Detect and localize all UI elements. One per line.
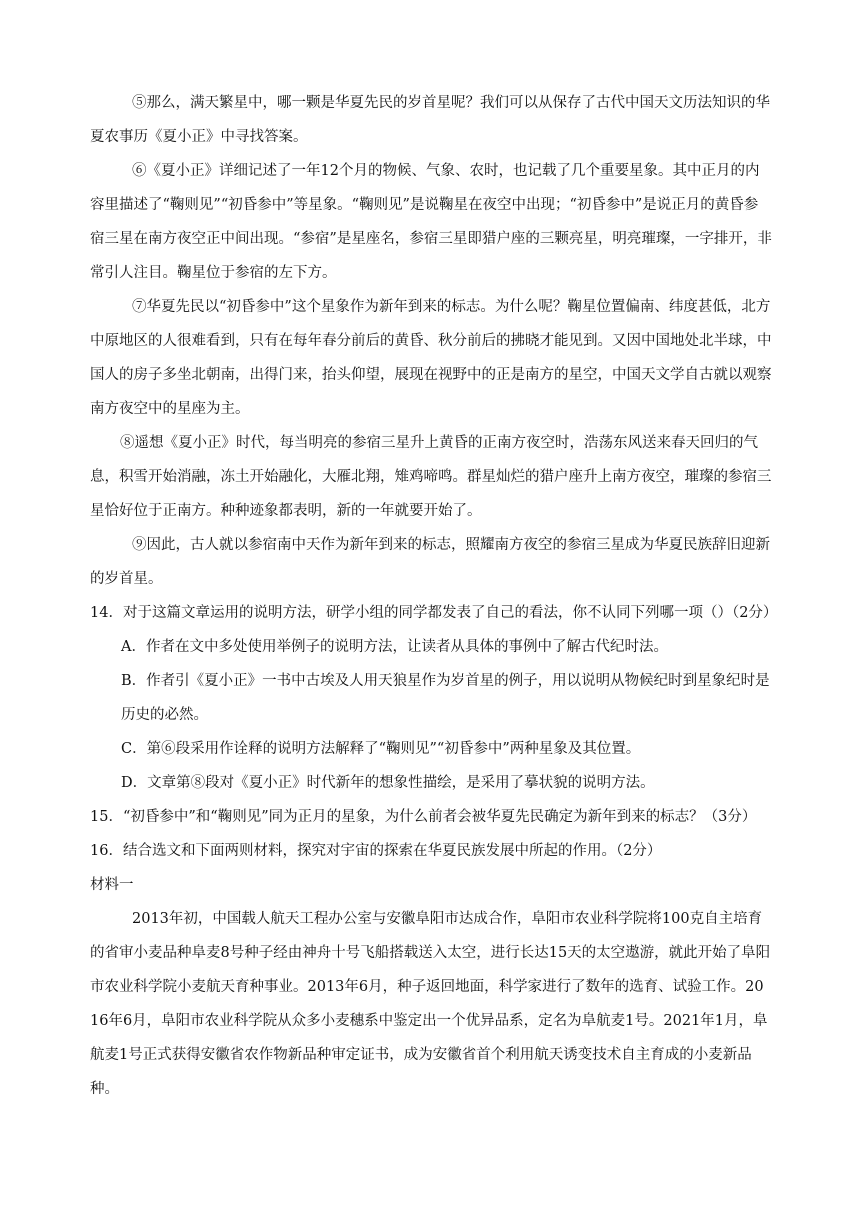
question-14-option-d: D．文章第⑧段对《夏小正》时代新年的想象性描绘，是采用了摹状貌的说明方法。 (121, 775, 655, 791)
paragraph-8: ⑧遥想《夏小正》时代，每当明亮的参宿三星升上黄昏的正南方夜空时，浩荡东风送来春天回归的气息，积雪开始消融，冻土开始融化，大雁北翔，雉鸡啼鸣。群星灿烂的猎户座升上南方夜空，璀璨的参宿三星恰好位于正南方。种种迹象都表明，新的一年就要开始了。 (90, 435, 772, 519)
paragraph-5: ⑤那么，满天繁星中，哪一颗是华夏先民的岁首星呢？我们可以从保存了古代中国天文历法知识的华夏农事历《夏小正》中寻找答案。 (90, 95, 770, 145)
paragraph-7: ⑦华夏先民以“初昏参中”这个星象作为新年到来的标志。为什么呢？鞠星位置偏南、纬度甚低，北方中原地区的人很难看到，只有在每年春分前后的黄昏、秋分前后的拂晓才能见到。又因中国地处北半球，中国人的房子多坐北朝南，出得门来，抬头仰望，展现在视野中的正是南方的星空，中国天文学自古就以观察南方夜空中的星座为主。 (90, 299, 772, 417)
material-1-title: 材料一 (90, 877, 134, 893)
question-14-option-c: C．第⑥段采用作诠释的说明方法解释了“鞠则见”“初昏参中”两种星象及其位置。 (121, 741, 641, 757)
question-14 (90, 596, 778, 800)
paragraph-6: ⑥《夏小正》详细记述了一年12个月的物候、气象、农时，也记载了几个重要星象。其中正月的内容里描述了“鞠则见”“初昏参中”等星象。“鞠则见”是说鞠星在夜空中出现；“初昏参中”是说正月的黄昏参宿三星在南方夜空正中间出现。“参宿”是星座名，参宿三星即猎户座的三颗亮星，明亮璀璨，一字排开，非常引人注目。鞠星位于参宿的左下方。 (90, 163, 772, 281)
question-14-option-b: B．作者引《夏小正》一书中古埃及人用天狼星作为岁首星的例子，用以说明从物候纪时到星象纪时是历史的必然。 (121, 673, 770, 723)
question-15: 15．“初昏参中”和“鞠则见”同为正月的星象，为什么前者会被华夏先民确定为新年到来的标志？（3分） (90, 809, 757, 825)
question-14-stem: 14．对于这篇文章运用的说明方法，研学小组的同学都发表了自己的看法，你不认同下列哪一项（）（2分） (90, 605, 778, 621)
question-14-option-a: A．作者在文中多处使用举例子的说明方法，让读者从具体的事例中了解古代纪时法。 (121, 639, 668, 655)
question-16: 16．结合选文和下面两则材料，探究对宇宙的探索在华夏民族发展中所起的作用。（2分） (90, 843, 662, 859)
material-1-text: 2013年初，中国载人航天工程办公室与安徽阜阳市达成合作，阜阳市农业科学院将100克自主培育的省审小麦品种阜麦8号种子经由神舟十号飞船搭载送入太空，进行长达15天的太空遨游，就此开始了阜阳市农业科学院小麦航天育种事业。2013年6月，种子返回地面，科学家进行了数年的选育、试验工作。2016年6月，阜阳市农业科学院从众多小麦穗系中鉴定出一个优异品系，定名为阜航麦1号。2021年1月，阜航麦1号正式获得安徽省农作物新品种审定证书，成为安徽省首个利用航天诱变技术自主育成的小麦新品种。 (90, 911, 771, 1097)
paragraph-9: ⑨因此，古人就以参宿南中天作为新年到来的标志，照耀南方夜空的参宿三星成为华夏民族辞旧迎新的岁首星。 (90, 537, 770, 587)
